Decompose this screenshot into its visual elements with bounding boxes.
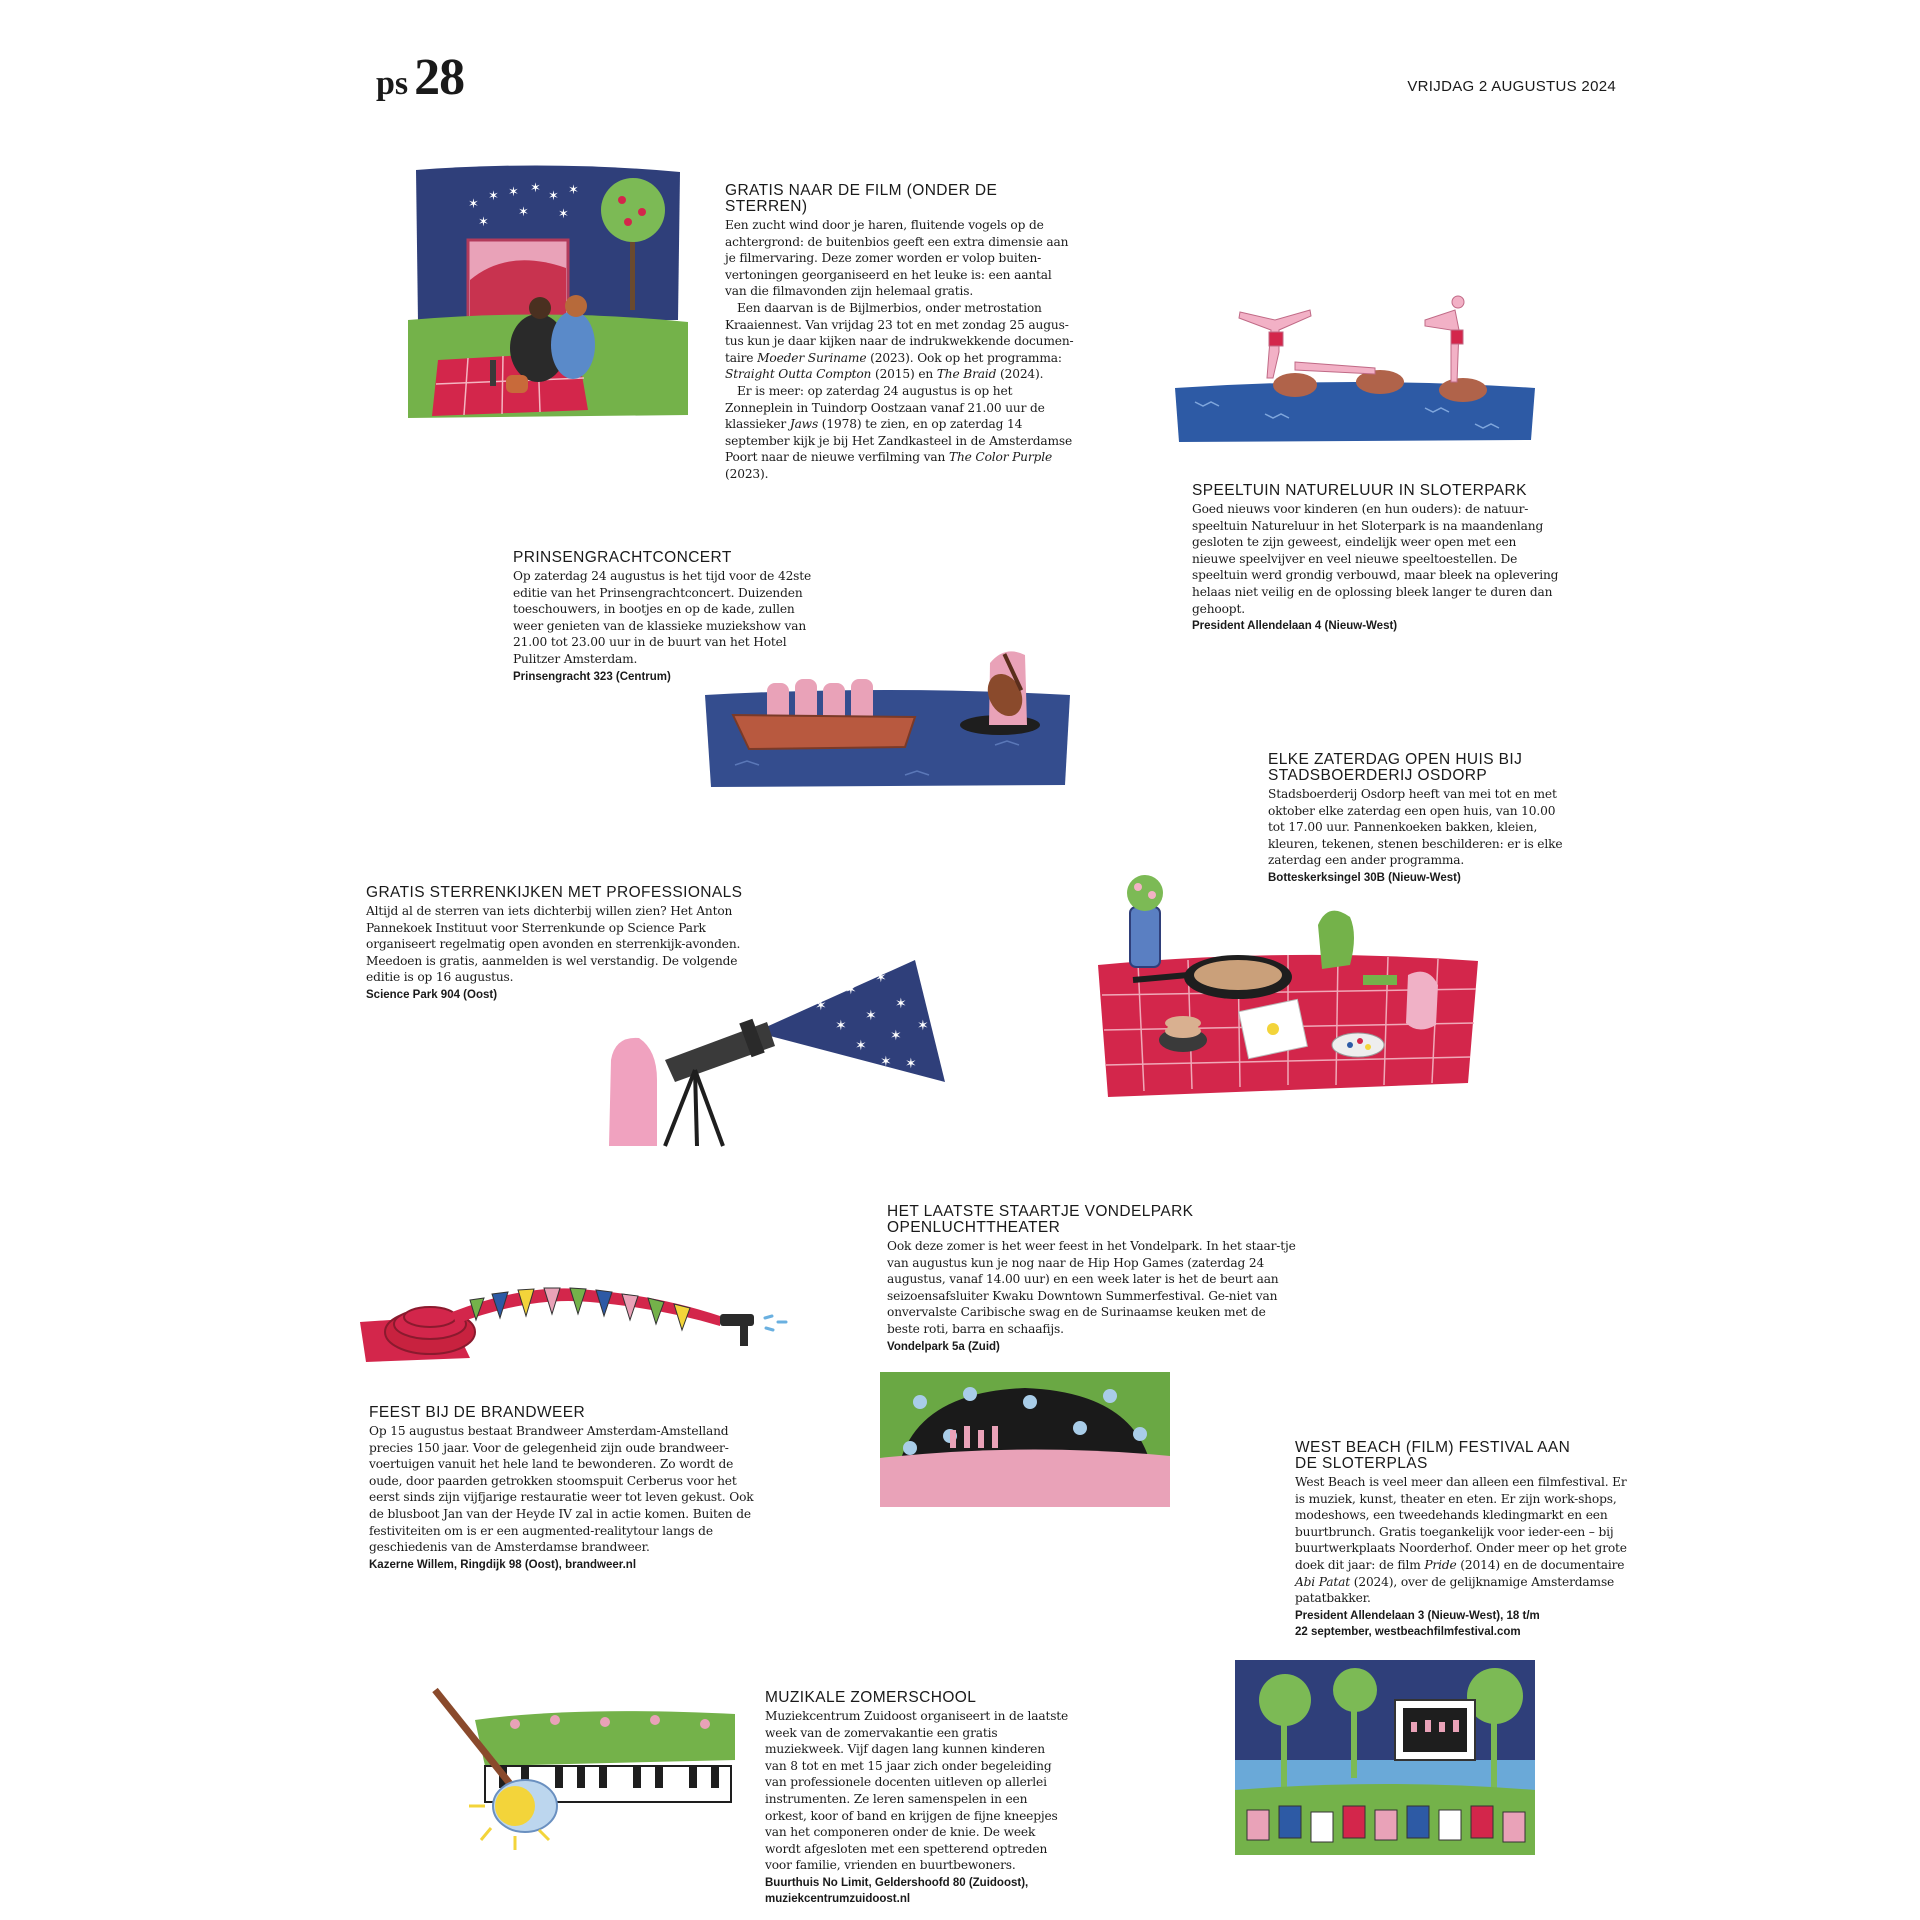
film-title: Abi Patat bbox=[1295, 1574, 1351, 1589]
film-title: Pride bbox=[1424, 1557, 1457, 1572]
svg-text:✶: ✶ bbox=[905, 1056, 917, 1072]
text-run: (2023). bbox=[725, 466, 769, 481]
article-title: PRINSENGRACHTCONCERT bbox=[513, 549, 732, 566]
article-body: Altijd al de sterren van iets dichterbij willen zien? Het Anton Pannekoek Instituut voor Sterrenkunde op Science Park organiseert regelmatig open avonden en sterrenkijk-avonden. Meedoen is gratis, aanmelden is wel verstandig. De volgende editie is op 16 augustus. bbox=[366, 904, 741, 985]
article-address: Kazerne Willem, Ringdijk 98 (Oost), brandweer.nl bbox=[369, 1558, 637, 1571]
svg-text:✶: ✶ bbox=[845, 982, 857, 998]
fire-brigade-illustration bbox=[360, 1262, 800, 1372]
svg-text:✶: ✶ bbox=[548, 189, 559, 204]
open-house-illustration bbox=[1088, 865, 1488, 1105]
svg-text:✶: ✶ bbox=[880, 1054, 892, 1070]
beach-festival-illustration bbox=[1235, 1660, 1535, 1855]
film-title: The Color Purple bbox=[948, 450, 1053, 465]
svg-text:✶: ✶ bbox=[478, 215, 489, 230]
film-title: Jaws bbox=[789, 417, 819, 432]
article-address: 22 september, westbeachfilmfestival.com bbox=[1295, 1625, 1521, 1638]
text-run: (2015) en bbox=[871, 367, 937, 382]
text-run: (2014) en de documentaire bbox=[1456, 1557, 1625, 1572]
text-run: (2024), over de gelijknamige Amsterdamse patatbakker. bbox=[1295, 1574, 1615, 1606]
open-air-theatre-illustration bbox=[880, 1372, 1170, 1507]
article-address: President Allendelaan 3 (Nieuw-West), 18 t/m bbox=[1295, 1609, 1540, 1622]
article-outdoor-cinema bbox=[725, 183, 1075, 483]
svg-text:✶: ✶ bbox=[890, 1028, 902, 1044]
svg-text:✶: ✶ bbox=[815, 998, 827, 1014]
svg-text:✶: ✶ bbox=[518, 205, 529, 220]
article-stargazing bbox=[366, 885, 746, 1003]
text-run: (2024). bbox=[996, 367, 1044, 382]
article-body: Muziekcentrum Zuidoost organiseert in de laatste week van de zomervakantie een gratis muziekweek. Vijf dagen lang kunnen kinderen van 8 tot en met 15 jaar zich onder begeleiding van professionele docenten uitleven op allerlei instrumenten. Ze leren samenspelen in een orkest, koor of band en krijgen de fijne kneepjes van het componeren onder de knie. De week wordt afgesloten met een spetterend optreden voor familie, vrienden en buurtbewoners. bbox=[765, 1709, 1069, 1873]
text-run: (1978) te zien, en op zaterdag 14 september kijk je bij Het Zandkasteel in de Amsterdamse Poort naar de nieuwe verfilming van bbox=[725, 417, 1073, 465]
article-address: Botteskerksingel 30B (Nieuw-West) bbox=[1268, 871, 1461, 884]
article-title: WEST BEACH (FILM) FESTIVAL AAN DE SLOTERPLAS bbox=[1295, 1439, 1571, 1472]
svg-text:✶: ✶ bbox=[855, 1038, 867, 1054]
article-title: MUZIKALE ZOMERSCHOOL bbox=[765, 1689, 977, 1706]
article-playground bbox=[1192, 483, 1562, 634]
article-address: muziekcentrumzuidoost.nl bbox=[765, 1892, 911, 1905]
article-body: Stadsboerderij Osdorp heeft van mei tot en met oktober elke zaterdag een open huis, van 10.00 tot 17.00 uur. Pannenkoeken bakken, kleien, kleuren, tekenen, stenen beschilderen: er is elke zaterdag een ander programma. bbox=[1268, 787, 1563, 868]
article-address: Science Park 904 (Oost) bbox=[366, 988, 498, 1001]
article-body: Op 15 augustus bestaat Brandweer Amsterdam-Amstelland precies 150 jaar. Voor de gelegenheid zijn oude brandweer-voertuigen vanuit het hele land te bewonderen. Zo wordt de oude, door paarden getrokken stoomspuit Cerberus voor het eerst sinds zijn vijfjarige restauratie weer tot leven gekust. Ook de blusboot Jan van der Heyde IV zal in actie komen. Buiten de festiviteiten om is er een augmented-realitytour langs de geschiedenis van de Amsterdamse brandweer. bbox=[369, 1424, 754, 1555]
article-address: Buurthuis No Limit, Geldershoofd 80 (Zuidoost), bbox=[765, 1876, 1029, 1889]
article-title: GRATIS STERRENKIJKEN MET PROFESSIONALS bbox=[366, 884, 743, 901]
svg-text:✶: ✶ bbox=[530, 181, 541, 196]
svg-text:✶: ✶ bbox=[508, 185, 519, 200]
article-paragraph bbox=[725, 300, 1075, 383]
text-run: Een daarvan is de Bijlmerbios, onder metrostation Kraaiennest. Van vrijdag 23 tot en met zondag 25 augus-tus kun je daar kijken naar de indrukwekkende documen-taire bbox=[725, 300, 1074, 365]
article-paragraph bbox=[725, 383, 1075, 483]
article-title: FEEST BIJ DE BRANDWEER bbox=[369, 1404, 586, 1421]
svg-text:✶: ✶ bbox=[917, 1018, 929, 1034]
section-label: ps bbox=[376, 65, 409, 102]
svg-text:✶: ✶ bbox=[558, 207, 569, 222]
article-address: Vondelpark 5a (Zuid) bbox=[887, 1340, 1000, 1353]
page-number: 28 bbox=[414, 49, 465, 106]
article-body: Op zaterdag 24 augustus is het tijd voor de 42ste editie van het Prinsengrachtconcert. Duizenden toeschouwers, in bootjes en op de kade, zullen weer genieten van de klassieke muziekshow van 21.00 tot 23.00 uur in de buurt van het Hotel Pulitzer Amsterdam. bbox=[513, 569, 812, 666]
svg-text:✶: ✶ bbox=[895, 996, 907, 1012]
article-paragraph: Een zucht wind door je haren, fluitende vogels op de achtergrond: de buitenbios geeft een extra dimensie aan je filmervaring. Deze zomer worden er volop buiten-vertoningen georganiseerd en het leuke is: een aantal van die filmavonden zijn helemaal gratis. bbox=[725, 218, 1069, 299]
film-title: The Braid bbox=[936, 367, 997, 382]
article-body: Goed nieuws voor kinderen (en hun ouders): de natuur-speeltuin Natureluur in het Sloterpark is na maandenlang gesloten te zijn geweest, eindelijk weer open met een nieuwe speelvijver en veel nieuwe speeltoestellen. De speeltuin werd grondig verbouwd, maar bleek na oplevering helaas niet veilig en de oplossing bleek langer te duren dan gehoopt. bbox=[1192, 502, 1559, 616]
article-canal-concert bbox=[513, 550, 828, 685]
article-open-air-theatre bbox=[887, 1204, 1297, 1355]
article-open-house bbox=[1268, 752, 1573, 886]
article-title: SPEELTUIN NATURELUUR IN SLOTERPARK bbox=[1192, 482, 1527, 499]
text-run: West Beach is veel meer dan alleen een filmfestival. Er is muziek, kunst, theater en eten. Er zijn work-shops, modeshows, een tweedehands kledingmarkt en een buurtbrunch. Gratis toegankelijk voor ieder-een – bij buurtwerkplaats Noorderhof. Onder meer op het grote doek dit jaar: de film bbox=[1295, 1475, 1627, 1572]
svg-text:✶: ✶ bbox=[468, 197, 479, 212]
playground-illustration bbox=[1175, 290, 1535, 445]
music-school-illustration bbox=[425, 1680, 735, 1855]
article-title: GRATIS NAAR DE FILM (ONDER DE STERREN) bbox=[725, 182, 998, 215]
masthead bbox=[376, 48, 464, 107]
svg-text:✶: ✶ bbox=[488, 189, 499, 204]
svg-text:✶: ✶ bbox=[568, 183, 579, 198]
article-body bbox=[1295, 1474, 1640, 1607]
article-title: HET LAATSTE STAARTJE VONDELPARK OPENLUCHTTHEATER bbox=[887, 1203, 1194, 1236]
article-beach-festival bbox=[1295, 1440, 1640, 1640]
film-title: Moeder Suriname bbox=[757, 350, 867, 365]
article-address: Prinsengracht 323 (Centrum) bbox=[513, 670, 671, 683]
svg-text:✶: ✶ bbox=[923, 982, 935, 998]
article-body: Ook deze zomer is het weer feest in het Vondelpark. In het staar-tje van augustus kun je nog naar de Hip Hop Games (zaterdag 24 augustus, vanaf 14.00 uur) en een week later is het de beurt aan seizoensafsluiter Kwaku Downtown Summerfestival. Ge-niet van onvervalste Caribische swag en de Surinaamse keuken met de beste roti, barra en schaafijs. bbox=[887, 1239, 1296, 1336]
svg-text:✶: ✶ bbox=[865, 1008, 877, 1024]
svg-text:✶: ✶ bbox=[835, 1018, 847, 1034]
outdoor-cinema-illustration bbox=[408, 160, 688, 425]
article-title: ELKE ZATERDAG OPEN HUIS BIJ STADSBOERDERIJ OSDORP bbox=[1268, 751, 1523, 784]
text-run: Er is meer: op zaterdag 24 augustus is op het Zonneplein in Tuindorp Oostzaan vanaf 21.00 uur de klassieker bbox=[725, 383, 1045, 432]
issue-date: VRIJDAG 2 AUGUSTUS 2024 bbox=[1407, 78, 1616, 95]
article-music-school bbox=[765, 1690, 1070, 1907]
article-fire-brigade bbox=[369, 1405, 769, 1573]
film-title: Straight Outta Compton bbox=[725, 367, 872, 382]
article-address: President Allendelaan 4 (Nieuw-West) bbox=[1192, 620, 1398, 633]
text-run: (2023). Ook op het programma: bbox=[866, 350, 1062, 365]
svg-text:✶: ✶ bbox=[875, 970, 887, 986]
